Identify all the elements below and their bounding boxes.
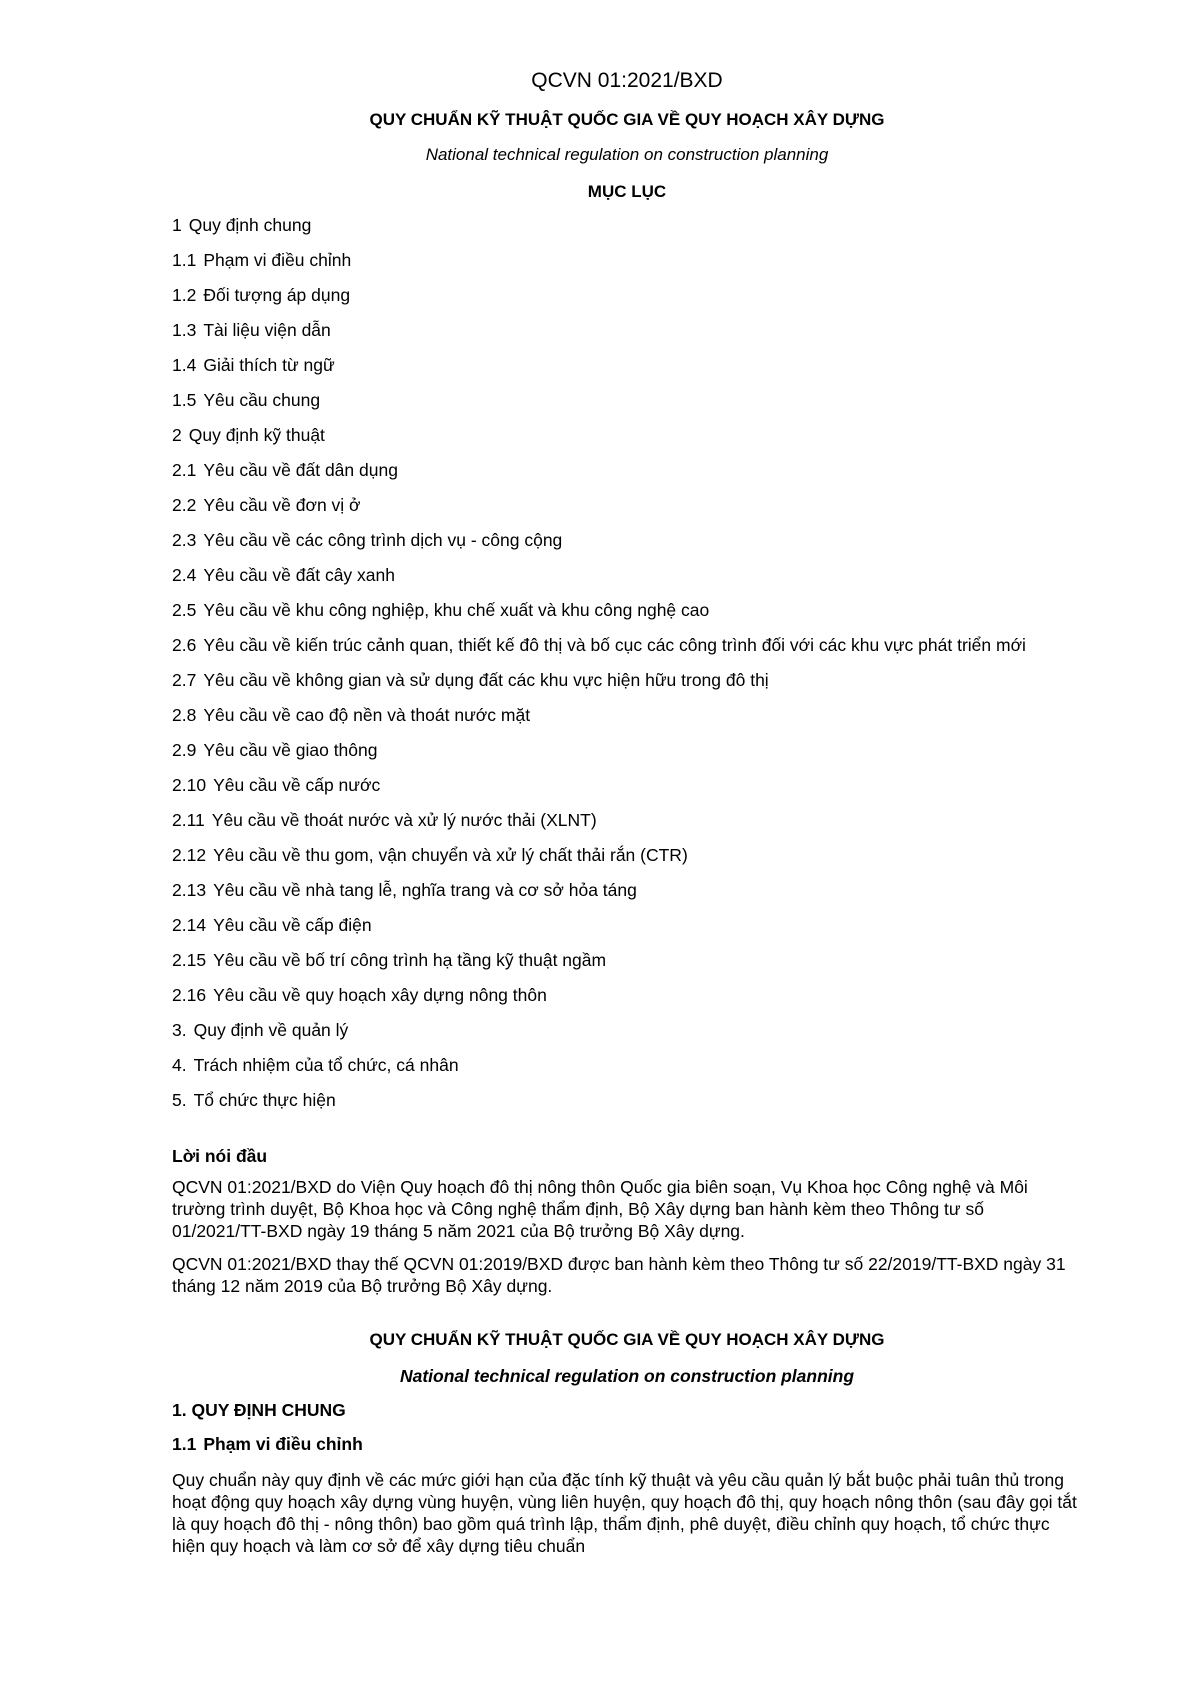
document-title: QUY CHUẨN KỸ THUẬT QUỐC GIA VỀ QUY HOẠCH XÂY DỰNG — [369, 110, 885, 130]
body-title: QUY CHUẨN KỸ THUẬT QUỐC GIA VỀ QUY HOẠCH XÂY DỰNG — [369, 1329, 885, 1349]
toc-item — [172, 984, 1082, 1006]
toc-item — [172, 914, 1082, 936]
toc-item-number: 2.1 — [172, 459, 197, 480]
toc-item — [172, 1054, 1082, 1076]
toc-item — [172, 669, 1082, 691]
toc-item-text: Yêu cầu về đất dân dụng — [203, 459, 398, 480]
foreword-paragraph-1: QCVN 01:2021/BXD do Viện Quy hoạch đô thị nông thôn Quốc gia biên soạn, Vụ Khoa học Công nghệ và Môi trường trình duyệt, Bộ Khoa học và Công nghệ thẩm định, Bộ Xây dựng ban hành kèm theo Thông tư số 01/2021/TT-BXD ngày 19 tháng 5 năm 2021 của Bộ trưởng Bộ Xây dựng. — [172, 1176, 1028, 1241]
toc-item — [172, 284, 1082, 306]
toc-item-number: 1.5 — [172, 389, 197, 410]
toc-heading: MỤC LỤC — [587, 181, 667, 201]
toc-item-number: 2.12 — [172, 844, 207, 865]
toc-item — [172, 1089, 1082, 1111]
toc-item-text: Quy định kỹ thuật — [188, 424, 325, 445]
toc-item-text: Yêu cầu về bố trí công trình hạ tầng kỹ thuật ngầm — [213, 949, 607, 970]
foreword-paragraph-2: QCVN 01:2021/BXD thay thế QCVN 01:2019/BXD được ban hành kèm theo Thông tư số 22/2019/TT-BXD ngày 31 tháng 12 năm 2019 của Bộ trưởng Bộ Xây dựng. — [172, 1253, 1066, 1296]
section-number: 1.1 — [172, 1433, 197, 1454]
toc-item-number: 2.6 — [172, 634, 197, 655]
toc-item-text: Yêu cầu về đơn vị ở — [203, 494, 361, 515]
toc-item-text: Quy định về quản lý — [193, 1019, 349, 1040]
toc-item — [172, 599, 1082, 621]
toc-item-number: 2.4 — [172, 564, 197, 585]
toc-item-number: 2.9 — [172, 739, 197, 760]
document-subtitle: National technical regulation on construction planning — [425, 145, 829, 165]
toc-item-number: 2.16 — [172, 984, 207, 1005]
toc-item — [172, 739, 1082, 761]
toc-item-text: Yêu cầu về giao thông — [203, 739, 378, 760]
toc-item-number: 1.4 — [172, 354, 197, 375]
toc-item-number: 4. — [172, 1054, 187, 1075]
toc-item-number: 1.3 — [172, 319, 197, 340]
toc-item-text: Yêu cầu về cao độ nền và thoát nước mặt — [203, 704, 531, 725]
toc-item — [172, 949, 1082, 971]
toc-item — [172, 459, 1082, 481]
chapter-heading: 1. QUY ĐỊNH CHUNG — [172, 1399, 346, 1420]
toc-item — [172, 354, 1082, 376]
toc-item — [172, 1019, 1082, 1041]
toc-item-number: 2.7 — [172, 669, 197, 690]
toc-item-number: 1 — [172, 214, 182, 235]
toc-item-number: 1.2 — [172, 284, 197, 305]
toc-item — [172, 249, 1082, 271]
toc-item-number: 2.14 — [172, 914, 207, 935]
toc-item-text: Giải thích từ ngữ — [203, 354, 335, 375]
toc-item — [172, 564, 1082, 586]
toc-item — [172, 634, 1082, 656]
toc-item-text: Tài liệu viện dẫn — [203, 319, 331, 340]
toc-item — [172, 494, 1082, 516]
toc-item-number: 2.8 — [172, 704, 197, 725]
toc-item — [172, 319, 1082, 341]
document-code: QCVN 01:2021/BXD — [531, 69, 723, 92]
toc-item-text: Yêu cầu về quy hoạch xây dựng nông thôn — [213, 984, 547, 1005]
toc-item-number: 2.15 — [172, 949, 207, 970]
document-page — [172, 68, 1082, 1568]
toc-item-number: 3. — [172, 1019, 187, 1040]
toc-item-text: Yêu cầu về thu gom, vận chuyển và xử lý chất thải rắn (CTR) — [213, 844, 688, 865]
toc-item-number: 5. — [172, 1089, 187, 1110]
toc-item-text: Yêu cầu về cấp điện — [213, 914, 372, 935]
section-heading — [172, 1433, 1082, 1455]
toc-item-text: Phạm vi điều chỉnh — [203, 249, 352, 270]
toc-item — [172, 389, 1082, 411]
toc-item — [172, 809, 1082, 831]
toc-item-text: Đối tượng áp dụng — [203, 284, 351, 305]
scope-paragraph: Quy chuẩn này quy định về các mức giới hạn của đặc tính kỹ thuật và yêu cầu quản lý bắt buộc phải tuân thủ trong hoạt động quy hoạch xây dựng vùng huyện, vùng liên huyện, quy hoạch đô thị, quy hoạch nông thôn (sau đây gọi tắt là quy hoạch đô thị - nông thôn) bao gồm quá trình lập, thẩm định, phê duyệt, điều chỉnh quy hoạch, tổ chức thực hiện quy hoạch và làm cơ sở để xây dựng tiêu chuẩn — [172, 1469, 1077, 1556]
toc-item-text: Trách nhiệm của tổ chức, cá nhân — [193, 1054, 459, 1075]
toc-item-text: Yêu cầu về thoát nước và xử lý nước thải (XLNT) — [211, 809, 597, 830]
toc-item-text: Quy định chung — [188, 214, 312, 235]
toc-item — [172, 704, 1082, 726]
toc-item-number: 2.13 — [172, 879, 207, 900]
toc-item-text: Yêu cầu về đất cây xanh — [203, 564, 395, 585]
toc-item-number: 2.3 — [172, 529, 197, 550]
toc-item-text: Yêu cầu về không gian và sử dụng đất các khu vực hiện hữu trong đô thị — [203, 669, 769, 690]
foreword-heading: Lời nói đầu — [172, 1145, 268, 1166]
toc-item-text: Yêu cầu về nhà tang lễ, nghĩa trang và cơ sở hỏa táng — [213, 879, 637, 900]
toc-item-number: 1.1 — [172, 249, 197, 270]
toc-item-text: Tổ chức thực hiện — [193, 1089, 336, 1110]
toc-item-text: Yêu cầu về cấp nước — [213, 774, 381, 795]
toc-item — [172, 844, 1082, 866]
toc-item-number: 2.5 — [172, 599, 197, 620]
body-subtitle: National technical regulation on construction planning — [399, 1365, 855, 1386]
toc-item — [172, 529, 1082, 551]
toc-item-text: Yêu cầu chung — [203, 389, 321, 410]
toc-item — [172, 774, 1082, 796]
toc-item — [172, 214, 1082, 236]
toc-item-text: Yêu cầu về kiến trúc cảnh quan, thiết kế đô thị và bố cục các công trình đối với các khu vực phát triển mới — [203, 634, 1026, 655]
section-title: Phạm vi điều chỉnh — [203, 1433, 363, 1454]
toc-item-number: 2.11 — [172, 809, 205, 830]
toc-item-number: 2.10 — [172, 774, 207, 795]
toc-item-text: Yêu cầu về khu công nghiệp, khu chế xuất và khu công nghệ cao — [203, 599, 710, 620]
toc-item-text: Yêu cầu về các công trình dịch vụ - công cộng — [203, 529, 563, 550]
toc-item-number: 2 — [172, 424, 182, 445]
toc-item-number: 2.2 — [172, 494, 197, 515]
toc-item — [172, 424, 1082, 446]
toc-item — [172, 879, 1082, 901]
table-of-contents — [172, 214, 1082, 1111]
